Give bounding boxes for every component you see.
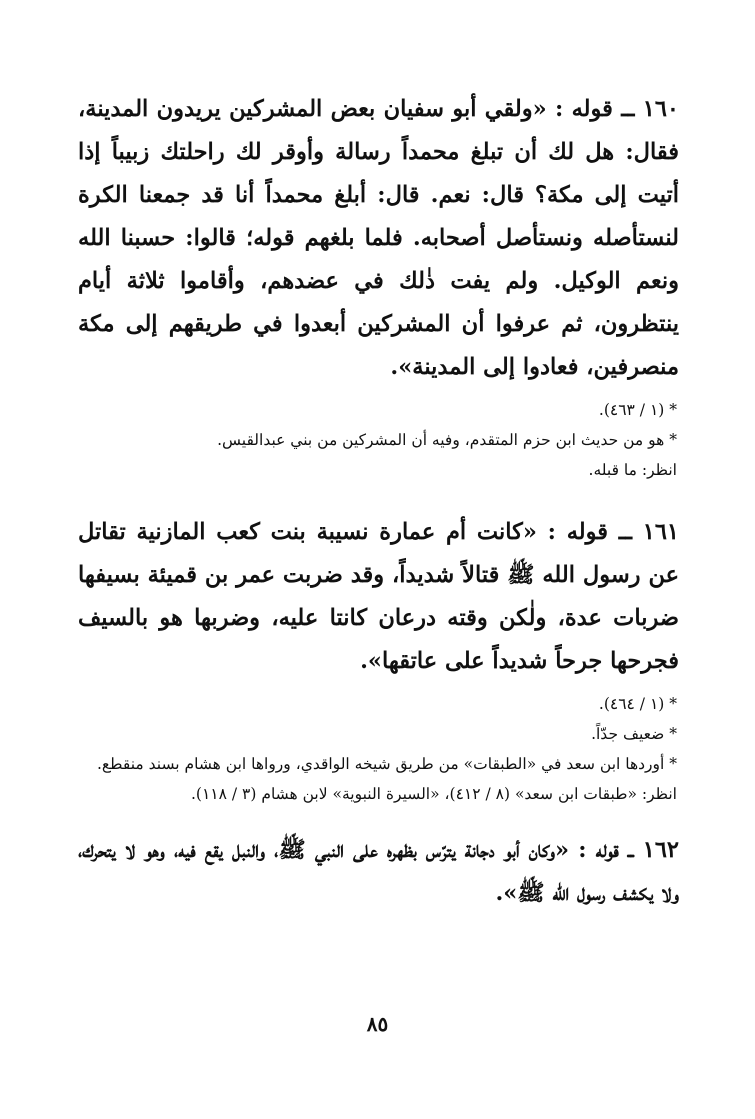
footnote: انظر: «طبقات ابن سعد» (٨ / ٤١٢)، «السيرة النبوية» لابن هشام (٣ / ١١٨). [191, 785, 677, 803]
footnote: * هو من حديث ابن حزم المتقدم، وفيه أن المشركين من بني عبدالقيس. [217, 431, 677, 449]
entry-160 [78, 88, 679, 485]
footnotes [78, 395, 679, 485]
entry-162 [78, 829, 679, 915]
entry-161 [78, 511, 679, 809]
footnote: * ضعيف جدّاً. [591, 725, 677, 743]
entry-text: ١٦٢ ــ قوله : «وكان أبو دجانة يترّس بظهره على النبي ﷺ، والنبل يقع فيه، وهو لا يتحرك، ولا يكشف رسول الله ﷺ». [78, 837, 679, 906]
spacer [78, 485, 679, 511]
footnote: انظر: ما قبله. [588, 461, 677, 479]
footnote: * (١ / ٤٦٣). [598, 401, 677, 419]
footnotes [78, 689, 679, 809]
footnote: * أوردها ابن سعد في «الطبقات» من طريق شيخه الواقدي، ورواها ابن هشام بسند منقطع. [97, 755, 677, 773]
page-number: ٨٥ [366, 1012, 389, 1036]
footnote: * (١ / ٤٦٤). [598, 695, 677, 713]
spacer [78, 809, 679, 829]
entry-text: ١٦١ ــ قوله : «كانت أم عمارة نسيبة بنت كعب المازنية تقاتل عن رسول الله ﷺ قتالاً شديداً، وقد ضربت عمر بن قميئة بسيفها ضربات عدة، ولٰكن وقته درعان كانتا عليه، وضربها هو بالسيف فجرحها جرحاً شديداً على عاتقها». [78, 519, 679, 674]
entry-text: ١٦٠ ــ قوله : «ولقي أبو سفيان بعض المشركين يريدون المدينة، فقال: هل لك أن تبلغ محمداً رسالة وأوقر لك راحلتك زبيباً إذا أتيت إلى مكة؟ قال: نعم. قال: أبلغ محمداً أنا قد جمعنا الكرة لنستأصله ونستأصل أصحابه. فلما بلغهم قوله؛ قالوا: حسبنا الله ونعم الوكيل. ولم يفت ذٰلك في عضدهم، وأقاموا ثلاثة أيام ينتظرون، ثم عرفوا أن المشركين أبعدوا في طريقهم إلى مكة منصرفين، فعادوا إلى المدينة». [78, 96, 679, 380]
